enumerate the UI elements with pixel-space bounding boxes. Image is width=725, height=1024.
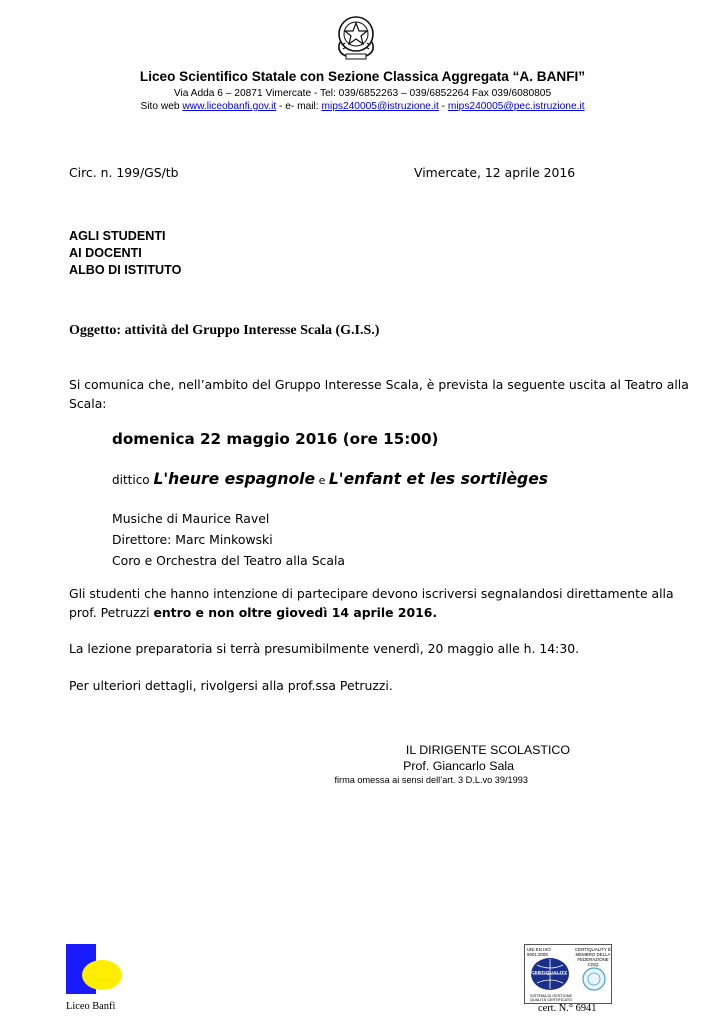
lesson-note: La lezione preparatoria si terrà presumibilmente venerdì, 20 maggio alle h. 14:30. [69,641,580,656]
intro-line: Si comunica che, nell’ambito del Gruppo Interesse Scala, è prevista la seguente uscita al Teatro alla [69,377,689,392]
contacts-line [0,101,725,112]
work-conjunction: e [315,474,329,487]
work-title: L'heure espagnole [153,470,316,488]
event-prefix: dittico [112,473,154,487]
subject-line: Oggetto: attività del Gruppo Interesse Scala (G.I.S.) [69,323,380,338]
event-detail: Musiche di Maurice Ravel [112,511,270,526]
recipient: ALBO DI ISTITUTO [69,263,182,277]
recipient: AGLI STUDENTI [69,229,166,243]
signer-name: Prof. Giancarlo Sala [403,759,514,773]
cert-caption: cert. N.° 6941 [538,1003,597,1014]
school-address: Via Adda 6 – 20871 Vimercate - Tel: 039/6852263 – 039/6852264 Fax 039/6080805 [173,88,552,99]
recipients-list [69,228,181,279]
work-title: L'enfant et les sortilèges [328,470,549,488]
recipient: AI DOCENTI [69,246,142,260]
circular-number: Circ. n. 199/GS/tb [69,165,179,180]
liceo-banfi-logo-icon [64,944,124,998]
email-link[interactable]: mips240005@istruzione.it [321,101,439,112]
signer-role: IL DIRIGENTE SCOLASTICO [405,743,570,757]
registration-deadline: entro e non oltre giovedì 14 aprile 2016. [153,605,438,620]
event-title [112,469,548,488]
event-date: domenica 22 maggio 2016 (ore 15:00) [112,430,439,448]
website-link[interactable]: www.liceobanfi.gov.it [182,101,277,112]
place-date: Vimercate, 12 aprile 2016 [414,165,576,180]
pec-separator: - [438,101,448,112]
registration-paragraph [69,584,674,622]
registration-line [69,603,674,622]
school-name: Liceo Scientifico Statale con Sezione Classica Aggregata “A. BANFI” [139,69,586,84]
logo-caption: Liceo Banfi [66,1001,116,1012]
cert-federation: CERTIQUALITY È MEMBRO DELLA FEDERAZIONE CISQ [575,947,611,967]
pec-email-link[interactable]: mips240005@pec.istruzione.it [447,101,585,112]
accreditation-seal-icon [579,967,609,991]
republic-emblem-icon [332,12,380,62]
cert-system-label: SISTEMA DI GESTIONE QUALITÀ CERTIFICATO [529,994,573,1003]
signature-block [300,742,570,787]
intro-line: Scala: [69,396,107,411]
signature-note: firma omessa ai sensi dell’art. 3 D.L.vo 39/1993 [334,775,528,785]
certification-badge [524,944,612,1004]
site-label: Sito web [140,101,183,112]
registration-line: Gli studenti che hanno intenzione di partecipare devono iscriversi segnalandosi direttamente alla [69,586,674,601]
event-detail: Coro e Orchestra del Teatro alla Scala [112,553,345,568]
event-detail: Direttore: Marc Minkowski [112,532,273,547]
intro-paragraph [69,375,689,413]
event-details [112,508,345,571]
contact-note: Per ulteriori dettagli, rivolgersi alla prof.ssa Petruzzi. [69,678,393,693]
cert-badge-label: CERTIQUALITY [531,970,568,975]
cert-standard: UNI EN ISO 9001:2008 [527,947,551,957]
registration-prefix: prof. Petruzzi [69,605,154,620]
email-separator: - e- mail: [276,101,322,112]
